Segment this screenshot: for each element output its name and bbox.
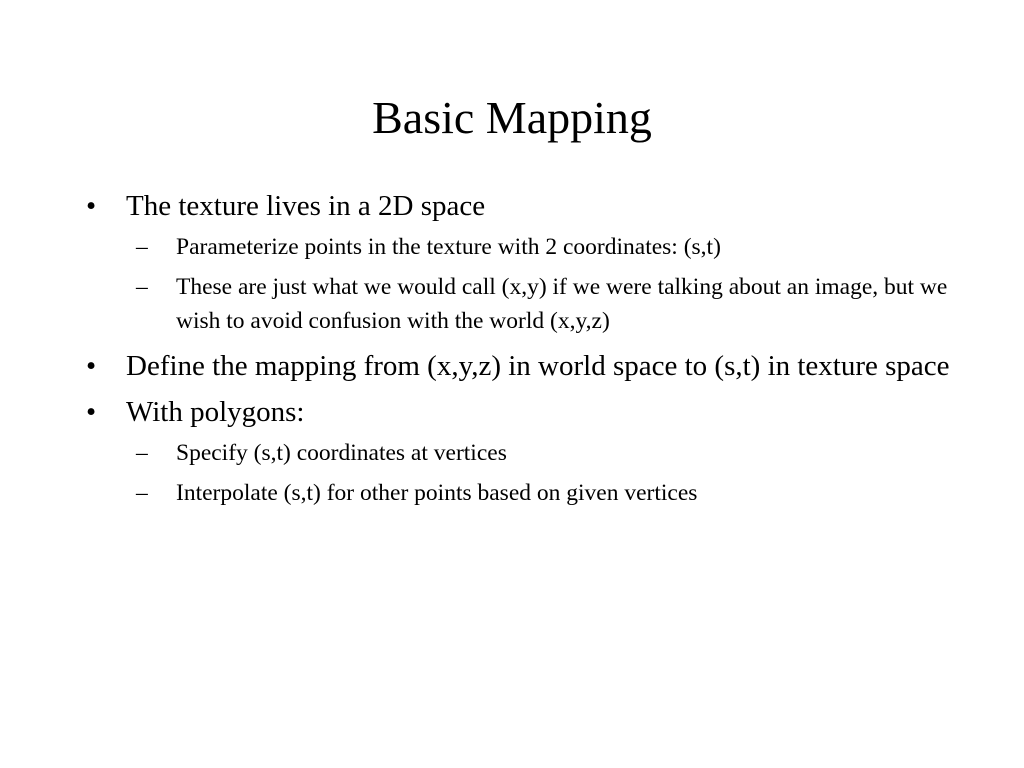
- sub-bullet-item: [132, 270, 956, 338]
- sub-bullet-item: [132, 436, 956, 470]
- sub-bullet-item: [132, 476, 956, 510]
- slide-title: Basic Mapping: [372, 92, 652, 143]
- bullet-marker: •: [86, 396, 97, 428]
- sub-bullet-text: Parameterize points in the texture with 2 coordinates: (s,t): [176, 234, 721, 260]
- bullet-list: [86, 186, 956, 518]
- sub-bullet-list: [126, 230, 956, 338]
- dash-marker: –: [136, 440, 148, 466]
- dash-marker: –: [136, 234, 148, 260]
- sub-bullet-text: Specify (s,t) coordinates at vertices: [176, 440, 507, 466]
- sub-bullet-text: Interpolate (s,t) for other points based on given vertices: [176, 480, 698, 506]
- bullet-item: [86, 392, 956, 510]
- sub-bullet-text: These are just what we would call (x,y) if we were talking about an image, but we wish to avoid confusion with the world (x,y,z): [176, 274, 948, 334]
- sub-bullet-list: [126, 436, 956, 510]
- bullet-marker: •: [86, 190, 97, 222]
- dash-marker: –: [136, 480, 148, 506]
- bullet-text: The texture lives in a 2D space: [126, 190, 486, 222]
- bullet-marker: •: [86, 350, 97, 382]
- dash-marker: –: [136, 274, 148, 300]
- bullet-text: With polygons:: [126, 396, 305, 428]
- bullet-item: [86, 346, 956, 386]
- bullet-text: Define the mapping from (x,y,z) in world space to (s,t) in texture space: [126, 350, 950, 382]
- sub-bullet-item: [132, 230, 956, 264]
- bullet-item: [86, 186, 956, 338]
